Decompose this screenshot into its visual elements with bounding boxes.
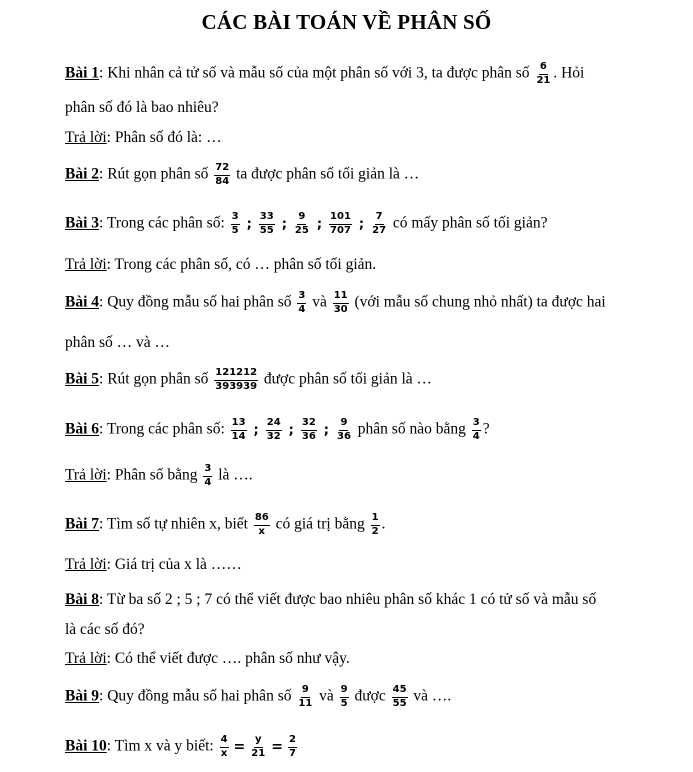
denominator: x — [258, 525, 265, 537]
fraction — [535, 62, 551, 86]
problem-6-answer — [65, 464, 253, 488]
numerator: 1 — [371, 513, 380, 526]
numerator: 72 — [214, 163, 230, 176]
problem-5-label: Bài 5 — [65, 370, 100, 388]
denominator: 4 — [472, 430, 480, 442]
problem-8-text: : Từ ba số 2 ; 5 ; 7 có thể viết được bao nhiêu phân số khác 1 có tử số và mẫu số — [99, 591, 597, 608]
denominator: 21 — [536, 74, 551, 86]
numerator: 6 — [539, 62, 548, 75]
answer-text: : Phân số bằng — [106, 466, 198, 484]
numerator: 11 — [333, 291, 349, 304]
denominator: x — [220, 747, 228, 759]
numerator: y — [254, 735, 263, 748]
problem-3-text: : Trong các phân số: — [99, 214, 225, 232]
numerator: 101 — [329, 212, 352, 225]
fraction — [297, 291, 306, 315]
separator: ; — [316, 216, 323, 232]
period: . — [381, 515, 386, 533]
problem-7-answer — [65, 556, 242, 574]
answer-text: : Trong các phân số, có … phân số tối giản. — [106, 256, 377, 273]
answer-label: Trả lời — [65, 650, 107, 667]
problem-2-text-b: ta được phân số tối giản là … — [236, 165, 420, 183]
problem-5-text-b: được phân số tối giản là … — [263, 370, 433, 388]
fraction — [259, 212, 275, 236]
fraction — [231, 212, 240, 236]
conjunction: và — [312, 293, 327, 311]
separator: ; — [323, 422, 329, 438]
question-mark: ? — [482, 420, 490, 438]
denominator: 4 — [204, 476, 212, 488]
denominator: 84 — [215, 175, 230, 187]
fraction — [214, 163, 230, 187]
denominator: 36 — [337, 430, 351, 442]
denominator: 5 — [340, 697, 348, 709]
problem-7-label: Bài 7 — [65, 515, 100, 533]
fraction — [297, 685, 313, 709]
problem-1-line-2: phân số đó là bao nhiêu? — [65, 99, 219, 116]
problem-5-text: : Rút gọn phân số — [99, 370, 209, 388]
fraction — [254, 513, 270, 537]
numerator: 9 — [301, 685, 310, 698]
problem-6-text-b: phân số nào bằng — [357, 420, 466, 438]
equals-sign: = — [233, 738, 246, 755]
denominator: 32 — [266, 430, 281, 442]
denominator: 36 — [301, 430, 316, 442]
numerator: 32 — [301, 418, 317, 431]
denominator: 14 — [231, 430, 246, 442]
page-title: CÁC BÀI TOÁN VỀ PHÂN SỐ — [201, 10, 492, 34]
denominator: 25 — [294, 224, 309, 236]
problem-10-label: Bài 10 — [65, 737, 107, 755]
problem-4-text: : Quy đồng mẫu số hai phân số — [99, 293, 292, 311]
problem-1-text: : Khi nhân cả tử số và mẫu số của một phân số với 3, ta được phân số — [99, 64, 530, 82]
numerator: 3 — [231, 212, 240, 225]
problem-3-answer — [65, 256, 376, 274]
denominator: 21 — [251, 747, 266, 759]
separator: ; — [253, 422, 259, 438]
problem-4-text-b: (với mẫu số chung nhỏ nhất) ta được hai — [354, 293, 606, 311]
denominator: 4 — [298, 303, 306, 315]
problem-3-label: Bài 3 — [65, 214, 100, 232]
numerator: 45 — [392, 685, 408, 698]
problem-1-text-b: . Hỏi — [553, 64, 585, 82]
problem-8-line-1 — [65, 591, 596, 609]
separator: ; — [246, 216, 252, 232]
problem-9-text-b: được — [354, 687, 386, 705]
denominator: 7 — [288, 747, 296, 759]
answer-label: Trả lời — [65, 556, 107, 573]
denominator: 27 — [372, 224, 387, 236]
fraction — [329, 212, 352, 236]
fraction — [220, 735, 229, 759]
separator: ; — [281, 216, 287, 232]
denominator: 11 — [298, 697, 313, 709]
problem-2-text: : Rút gọn phân số — [99, 165, 209, 183]
fraction — [333, 291, 349, 315]
numerator: 9 — [339, 418, 348, 431]
answer-text: : Giá trị của x là …… — [106, 556, 242, 573]
problem-4-label: Bài 4 — [65, 293, 100, 311]
problem-4-line-1 — [65, 291, 606, 315]
answer-label: Trả lời — [65, 129, 107, 146]
numerator: 121212 — [214, 368, 258, 381]
conjunction: và — [319, 687, 334, 705]
problem-2-line-1 — [65, 163, 419, 187]
problem-3-line-1 — [65, 212, 547, 236]
fraction — [301, 418, 317, 442]
problem-6-text: : Trong các phân số: — [99, 420, 225, 438]
problem-8-line-2: là các số đó? — [65, 621, 145, 638]
fraction — [231, 418, 247, 442]
answer-text: : Có thể viết được …. phân số như vậy. — [106, 650, 350, 667]
numerator: 4 — [220, 735, 229, 748]
equals-sign: = — [271, 738, 283, 755]
problem-3-text-b: có mấy phân số tối giản? — [392, 214, 548, 232]
problem-9-text: : Quy đồng mẫu số hai phân số — [99, 687, 292, 705]
denominator: 5 — [231, 224, 239, 236]
answer-text: : Phân số đó là: … — [106, 129, 222, 146]
denominator: 393939 — [215, 380, 258, 392]
fraction — [392, 685, 408, 709]
problem-6-label: Bài 6 — [65, 420, 100, 438]
problem-5-line-1 — [65, 368, 432, 392]
fraction — [266, 418, 282, 442]
fraction — [214, 368, 258, 392]
problem-8-label: Bài 8 — [65, 591, 100, 608]
problem-7-text-b: có giá trị bằng — [275, 515, 365, 533]
fraction — [336, 418, 352, 442]
problem-10-line-1 — [65, 735, 299, 759]
problem-1-line-1 — [65, 62, 584, 86]
numerator: 2 — [288, 735, 297, 748]
fraction — [288, 735, 297, 759]
problem-1-label: Bài 1 — [65, 64, 100, 82]
problem-9-label: Bài 9 — [65, 687, 100, 705]
problem-9-line-1 — [65, 685, 451, 709]
separator: ; — [358, 216, 365, 232]
problem-10-text: : Tìm x và y biết: — [106, 737, 214, 755]
numerator: 7 — [375, 212, 384, 225]
answer-label: Trả lời — [65, 466, 107, 484]
denominator: 707 — [330, 224, 351, 236]
denominator: 55 — [259, 224, 274, 236]
fraction — [371, 212, 387, 236]
fraction — [340, 685, 349, 709]
problem-8-answer — [65, 650, 350, 668]
problem-9-text-c: và …. — [413, 687, 452, 705]
problem-7-line-1 — [65, 513, 385, 537]
answer-text-b: là …. — [218, 466, 253, 484]
denominator: 2 — [371, 525, 379, 537]
separator: ; — [288, 422, 294, 438]
numerator: 33 — [259, 212, 275, 225]
numerator: 3 — [297, 291, 306, 304]
fraction — [203, 464, 212, 488]
problem-2-label: Bài 2 — [65, 165, 100, 183]
denominator: 30 — [333, 303, 348, 315]
answer-label: Trả lời — [65, 256, 107, 273]
fraction — [371, 513, 380, 537]
fraction — [294, 212, 310, 236]
numerator: 24 — [266, 418, 282, 431]
numerator: 9 — [340, 685, 349, 698]
denominator: 55 — [392, 697, 407, 709]
numerator: 13 — [231, 418, 247, 431]
problem-1-answer — [65, 129, 222, 147]
problem-7-text: : Tìm số tự nhiên x, biết — [99, 515, 248, 533]
numerator: 3 — [472, 418, 481, 431]
problem-4-line-2: phân số … và … — [65, 334, 171, 351]
fraction — [472, 418, 481, 442]
problem-6-line-1 — [65, 418, 490, 442]
numerator: 3 — [203, 464, 212, 477]
numerator: 9 — [297, 212, 306, 225]
numerator: 86 — [254, 513, 270, 526]
fraction — [250, 735, 266, 759]
